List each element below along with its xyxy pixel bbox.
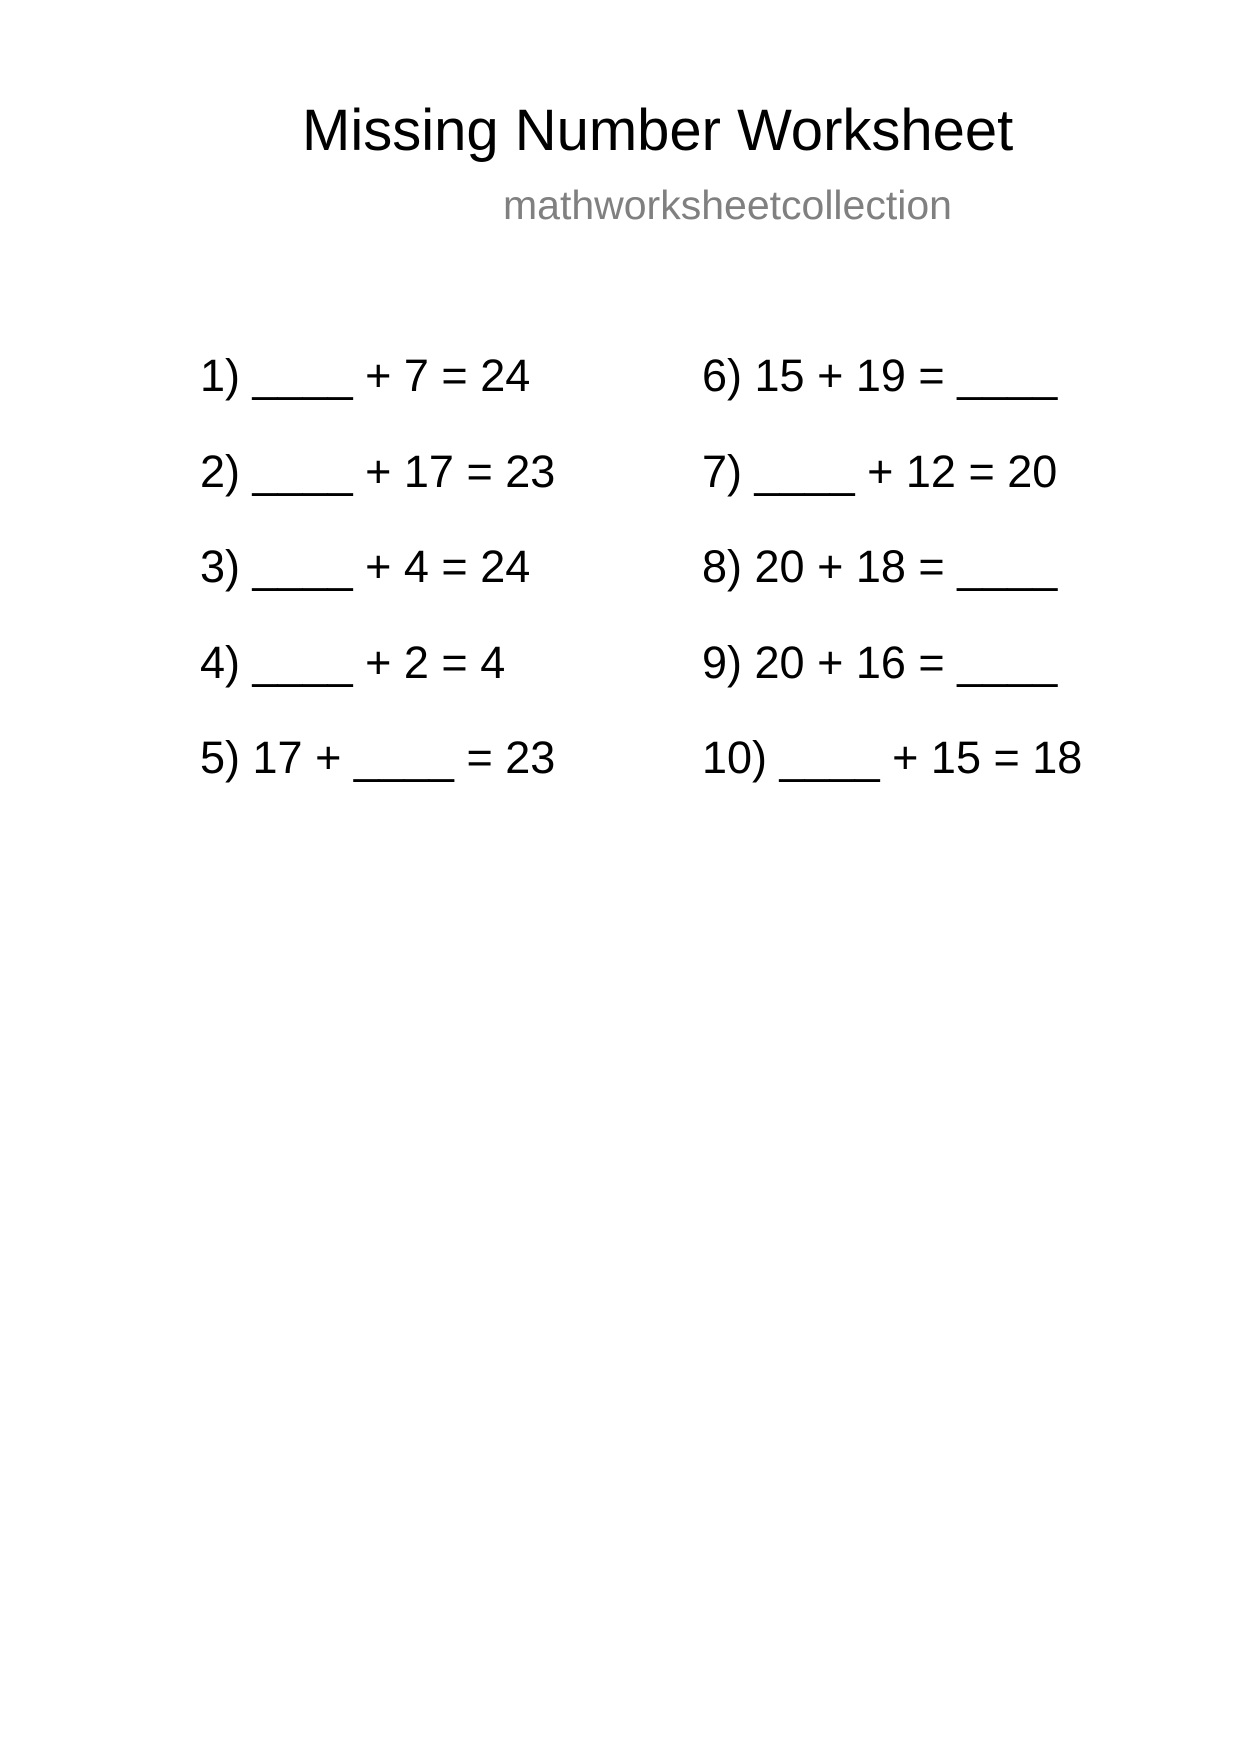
worksheet-title: Missing Number Worksheet <box>302 98 1014 163</box>
problem-2: 2) ____ + 17 = 23 <box>200 445 556 497</box>
problem-7: 7) ____ + 12 = 20 <box>702 445 1058 497</box>
problems-left-column <box>200 348 555 826</box>
problem-8: 8) 20 + 18 = ____ <box>702 541 1058 592</box>
worksheet-source: mathworksheetcollection <box>503 182 952 228</box>
problem-3: 3) ____ + 4 = 24 <box>200 541 531 592</box>
problems-right-column <box>702 348 1082 826</box>
problem-4: 4) ____ + 2 = 4 <box>200 636 506 688</box>
problem-5: 5) 17 + ____ = 23 <box>200 732 556 783</box>
problem-6: 6) 15 + 19 = ____ <box>702 350 1058 401</box>
problem-10: 10) ____ + 15 = 18 <box>702 732 1083 783</box>
problem-1: 1) ____ + 7 = 24 <box>200 350 531 401</box>
problem-9: 9) 20 + 16 = ____ <box>702 636 1058 688</box>
